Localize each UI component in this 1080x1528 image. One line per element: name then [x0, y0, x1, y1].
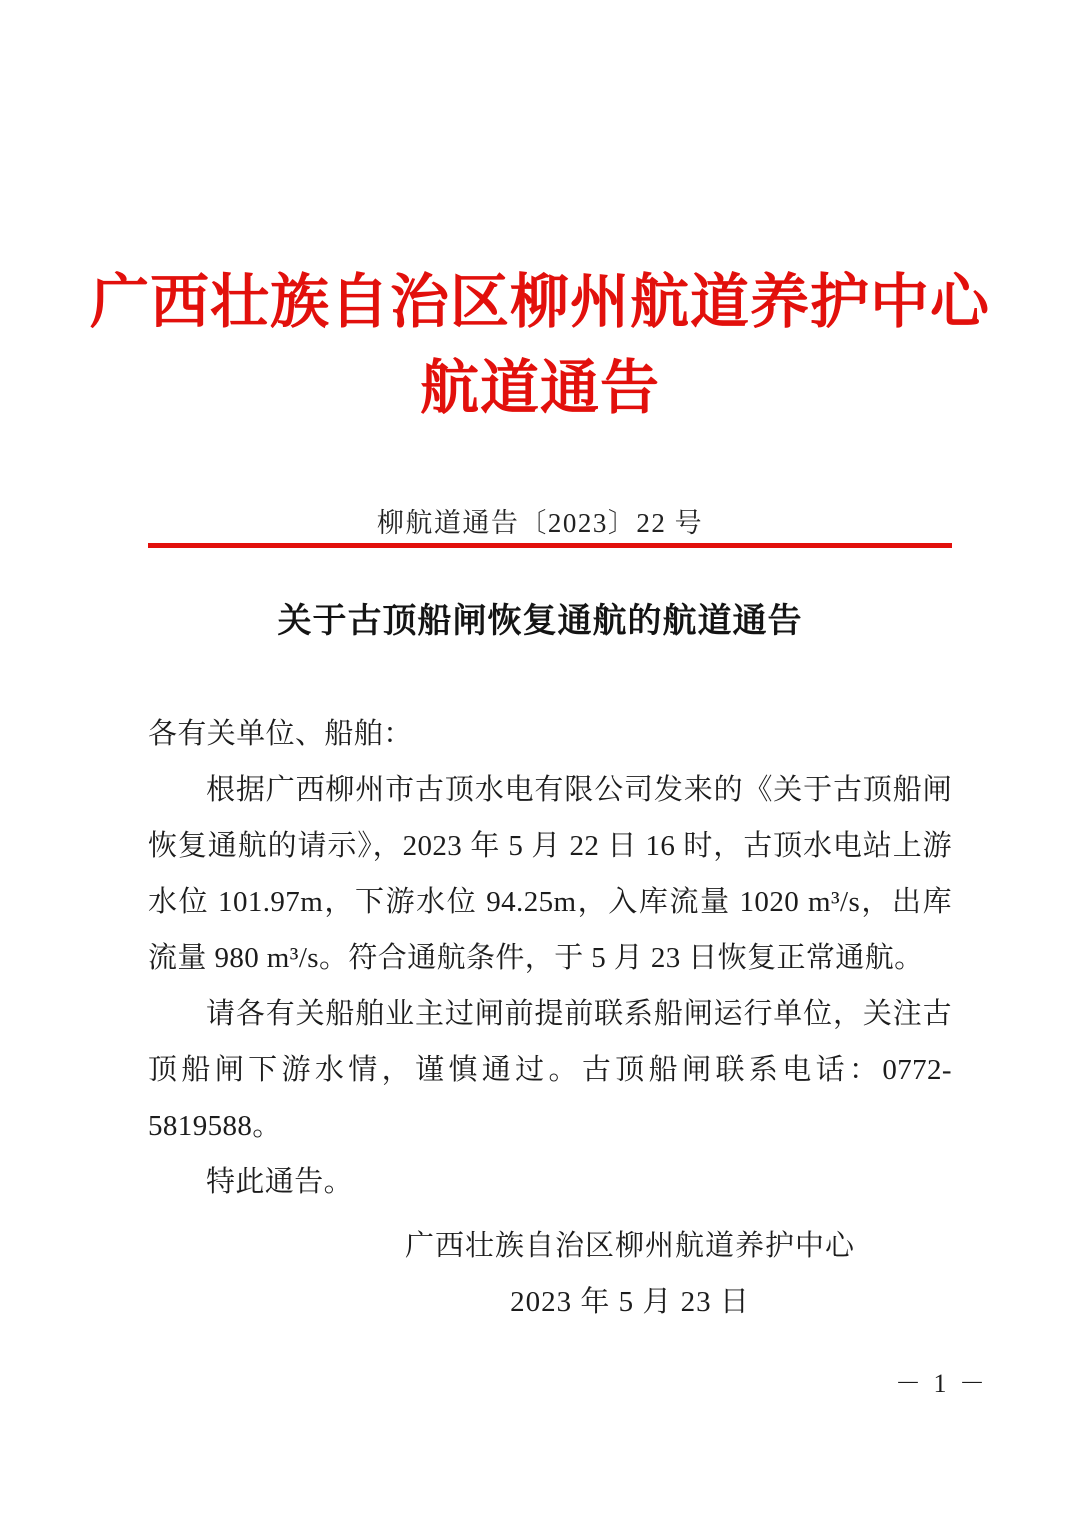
body-paragraph-3: 特此通告。 [206, 1166, 354, 1198]
signature-organization: 广西壮族自治区柳州航道养护中心 [404, 1230, 855, 1262]
masthead-title-line-2: 航道通告 [419, 353, 660, 422]
document-number: 柳航道通告〔2023〕22 号 [376, 508, 704, 538]
masthead [0, 262, 1080, 428]
document-body [148, 706, 952, 1210]
salutation: 各有关单位、船舶： [148, 718, 413, 750]
subject-title: 关于古顶船闸恢复通航的航道通告 [277, 601, 803, 641]
red-divider-rule [148, 543, 952, 548]
body-paragraph-1: 根据广西柳州市古顶水电有限公司发来的《关于古顶船闸恢复通航的请示》，2023 年 5 月 22 日 16 时，古顶水电站上游水位 101.97m，下游水位 94.25m，入库流量 1020 m³/s，出库流量 980 m³/s。符合通航条件，于 5 月 23 日恢复正常通航。 [148, 774, 952, 974]
body-paragraph-2: 请各有关船舶业主过闸前提前联系船闸运行单位，关注古顶船闸下游水情，谨慎通过。古顶船闸联系电话：0772-5819588。 [148, 998, 952, 1142]
signature-block [148, 1218, 952, 1330]
page-number-footer: － 1 － [894, 1369, 988, 1398]
masthead-title-line-1: 广西壮族自治区柳州航道养护中心 [89, 267, 990, 336]
signature-date: 2023 年 5 月 23 日 [510, 1286, 750, 1318]
